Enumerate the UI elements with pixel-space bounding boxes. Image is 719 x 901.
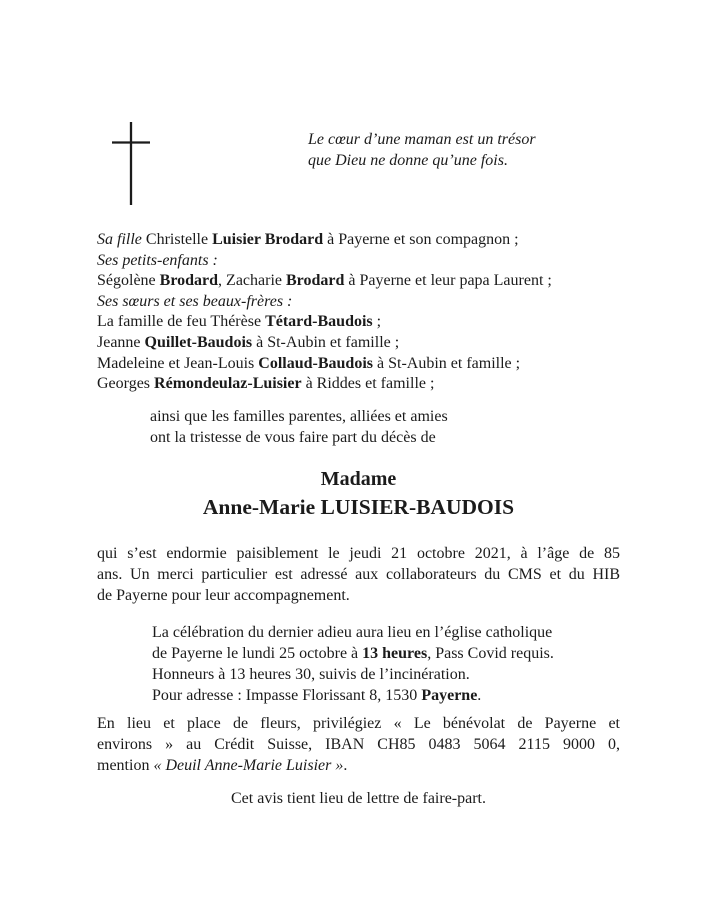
announcement-line-1: ainsi que les familles parentes, alliées et amies — [150, 408, 448, 425]
text-run: 13 heures — [362, 645, 428, 662]
text-line — [97, 312, 620, 333]
text-run: . — [477, 687, 482, 704]
text-run: environs » au Crédit Suisse, IBAN CH85 0483 5064 2115 9000 0, — [97, 736, 620, 753]
text-line — [152, 664, 622, 685]
text-run: Payerne — [421, 687, 478, 704]
deceased-name: Anne-Marie LUISIER-BAUDOIS — [202, 495, 515, 519]
text-line — [152, 643, 622, 664]
text-line — [97, 333, 620, 354]
text-run: à St-Aubin et famille ; — [252, 333, 400, 351]
text-run: Jeanne — [97, 333, 145, 351]
announcement-line-2: ont la tristesse de vous faire part du décès de — [150, 429, 436, 446]
text-run: Luisier Brodard — [212, 231, 324, 248]
donation-paragraph — [97, 713, 620, 776]
text-line — [97, 713, 620, 734]
text-run: En lieu et place de fleurs, privilégiez « Le bénévolat de Payerne et — [97, 715, 620, 732]
text-run: La célébration du dernier adieu aura lieu en l’église catholique — [152, 624, 553, 641]
ceremony-details — [152, 622, 622, 706]
text-run: Honneurs à 13 heures 30, suivis de l’incinération. — [152, 666, 470, 683]
text-run: à Payerne et son compagnon ; — [323, 231, 519, 248]
text-line — [152, 685, 622, 706]
text-run: Quillet-Baudois — [144, 333, 253, 351]
text-run: ; — [372, 313, 382, 331]
cross-icon — [112, 121, 150, 206]
text-run: à Riddes et famille ; — [301, 375, 435, 393]
text-run: Sa fille — [97, 231, 146, 248]
text-run: La famille de feu Thérèse — [97, 313, 266, 331]
text-run: à St-Aubin et famille ; — [373, 354, 521, 372]
text-line — [97, 585, 620, 606]
epigraph-line-2: que Dieu ne donne qu’une fois. — [308, 152, 508, 169]
text-run: Rémondeulaz-Luisier — [154, 375, 302, 393]
text-run: Pour adresse : Impasse Florissant 8, 1530 — [152, 687, 422, 704]
text-run: Collaud-Baudois — [258, 354, 373, 372]
text-run: de Payerne le lundi 25 octobre à — [152, 645, 363, 662]
text-run: , Pass Covid requis. — [427, 645, 554, 662]
text-run: , Zacharie — [218, 272, 286, 290]
text-line — [97, 734, 620, 755]
text-line — [97, 230, 620, 251]
text-run: Ses sœurs et ses beaux-frères : — [97, 292, 293, 310]
text-run: Christelle — [145, 231, 213, 248]
text-line — [97, 543, 620, 564]
text-run: Georges — [97, 375, 155, 393]
epigraph-quote — [308, 129, 536, 171]
text-line — [97, 374, 620, 395]
text-line — [97, 271, 620, 292]
text-run: Brodard — [286, 272, 345, 290]
text-run: qui s’est endormie paisiblement le jeudi 21 octobre 2021, à l’âge de 85 — [97, 545, 620, 562]
deceased-title: Madame — [320, 468, 397, 490]
closing-note: Cet avis tient lieu de lettre de faire-part. — [231, 790, 486, 807]
text-run: Madeleine et Jean-Louis — [97, 354, 259, 372]
text-line — [97, 292, 620, 313]
text-line — [97, 251, 620, 272]
text-run: Tétard-Baudois — [265, 313, 373, 331]
text-line — [97, 755, 620, 776]
text-run: Brodard — [159, 272, 219, 290]
text-line — [97, 564, 620, 585]
announcement-text — [150, 406, 620, 448]
text-line — [97, 354, 620, 375]
text-run: à Payerne et leur papa Laurent ; — [344, 272, 552, 290]
text-run: Ses petits-enfants : — [97, 251, 218, 269]
text-run: de Payerne pour leur accompagnement. — [97, 587, 350, 604]
family-list — [97, 230, 620, 395]
text-run: . — [343, 757, 348, 774]
epigraph-line-1: Le cœur d’une maman est un trésor — [308, 131, 536, 148]
text-line — [152, 622, 622, 643]
text-run: Ségolène — [97, 272, 160, 290]
obituary-paragraph — [97, 543, 620, 606]
text-run: mention — [97, 757, 154, 774]
text-run: « Deuil Anne-Marie Luisier » — [153, 757, 344, 774]
text-run: ans. Un merci particulier est adressé aux collaborateurs du CMS et du HIB — [97, 566, 620, 583]
